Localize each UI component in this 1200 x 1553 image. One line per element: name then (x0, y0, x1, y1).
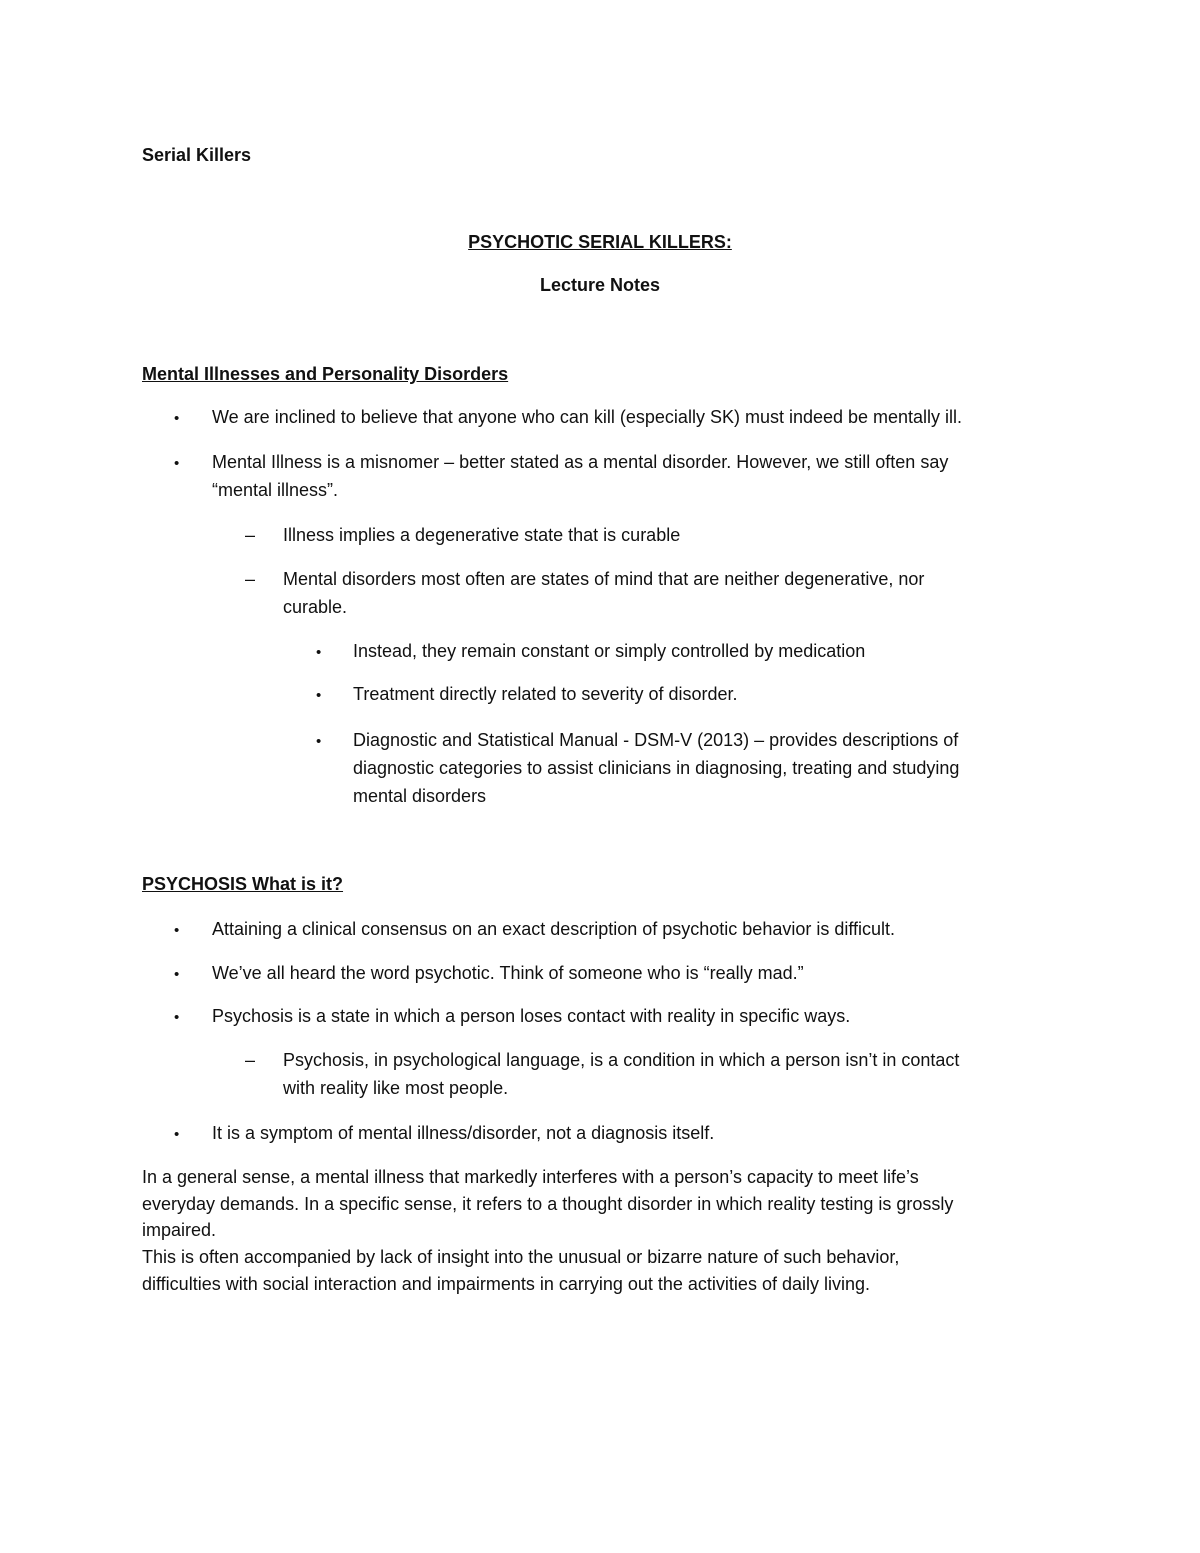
page-subtitle: Lecture Notes (539, 275, 661, 295)
bullet-icon: • (174, 455, 180, 472)
dash-icon: – (245, 525, 256, 545)
sub-sub-list-item: Treatment directly related to severity of disorder. (353, 684, 738, 704)
bullet-icon: • (316, 644, 322, 661)
paragraph-line: difficulties with social interaction and impairments in carrying out the activities of daily living. (142, 1274, 870, 1294)
list-item: We’ve all heard the word psychotic. Think of someone who is “really mad.” (212, 963, 804, 983)
bullet-icon: • (174, 1126, 180, 1143)
section-heading-psychosis: PSYCHOSIS What is it? (142, 874, 344, 894)
list-item: We are inclined to believe that anyone who can kill (especially SK) must indeed be mentally ill. (212, 407, 963, 427)
sub-list-item-continuation: with reality like most people. (283, 1078, 509, 1098)
page-title: PSYCHOTIC SERIAL KILLERS: (468, 232, 732, 252)
dash-icon: – (245, 569, 256, 589)
paragraph-line: This is often accompanied by lack of insight into the unusual or bizarre nature of such behavior, (142, 1247, 900, 1267)
bullet-icon: • (316, 733, 322, 750)
sub-list-item-continuation: curable. (283, 597, 348, 617)
sub-list-item: Illness implies a degenerative state that is curable (283, 525, 681, 545)
course-title: Serial Killers (142, 145, 252, 165)
sub-sub-list-item: Instead, they remain constant or simply controlled by medication (353, 641, 866, 661)
bullet-icon: • (174, 966, 180, 983)
paragraph-line: In a general sense, a mental illness that markedly interferes with a person’s capacity to meet life’s (142, 1167, 919, 1187)
list-item: Attaining a clinical consensus on an exact description of psychotic behavior is difficult. (212, 919, 896, 939)
list-item: Mental Illness is a misnomer – better stated as a mental disorder. However, we still often say (212, 452, 949, 472)
bullet-icon: • (174, 410, 180, 427)
bullet-icon: • (316, 687, 322, 704)
sub-sub-list-item: Diagnostic and Statistical Manual - DSM-V (2013) – provides descriptions of (353, 730, 959, 750)
paragraph-line: everyday demands. In a specific sense, it refers to a thought disorder in which reality testing is grossly (142, 1194, 954, 1214)
list-item: Psychosis is a state in which a person loses contact with reality in specific ways. (212, 1006, 851, 1026)
sub-sub-list-item-continuation: mental disorders (353, 786, 487, 806)
paragraph-line: impaired. (142, 1220, 217, 1240)
section-heading-mental-illnesses: Mental Illnesses and Personality Disorders (142, 364, 509, 384)
list-item: It is a symptom of mental illness/disorder, not a diagnosis itself. (212, 1123, 715, 1143)
list-item-continuation: “mental illness”. (212, 480, 339, 500)
bullet-icon: • (174, 1009, 180, 1026)
sub-list-item: Psychosis, in psychological language, is a condition in which a person isn’t in contact (283, 1050, 960, 1070)
bullet-icon: • (174, 922, 180, 939)
sub-list-item: Mental disorders most often are states of mind that are neither degenerative, nor (283, 569, 925, 589)
dash-icon: – (245, 1050, 256, 1070)
sub-sub-list-item-continuation: diagnostic categories to assist clinicians in diagnosing, treating and studying (353, 758, 960, 778)
